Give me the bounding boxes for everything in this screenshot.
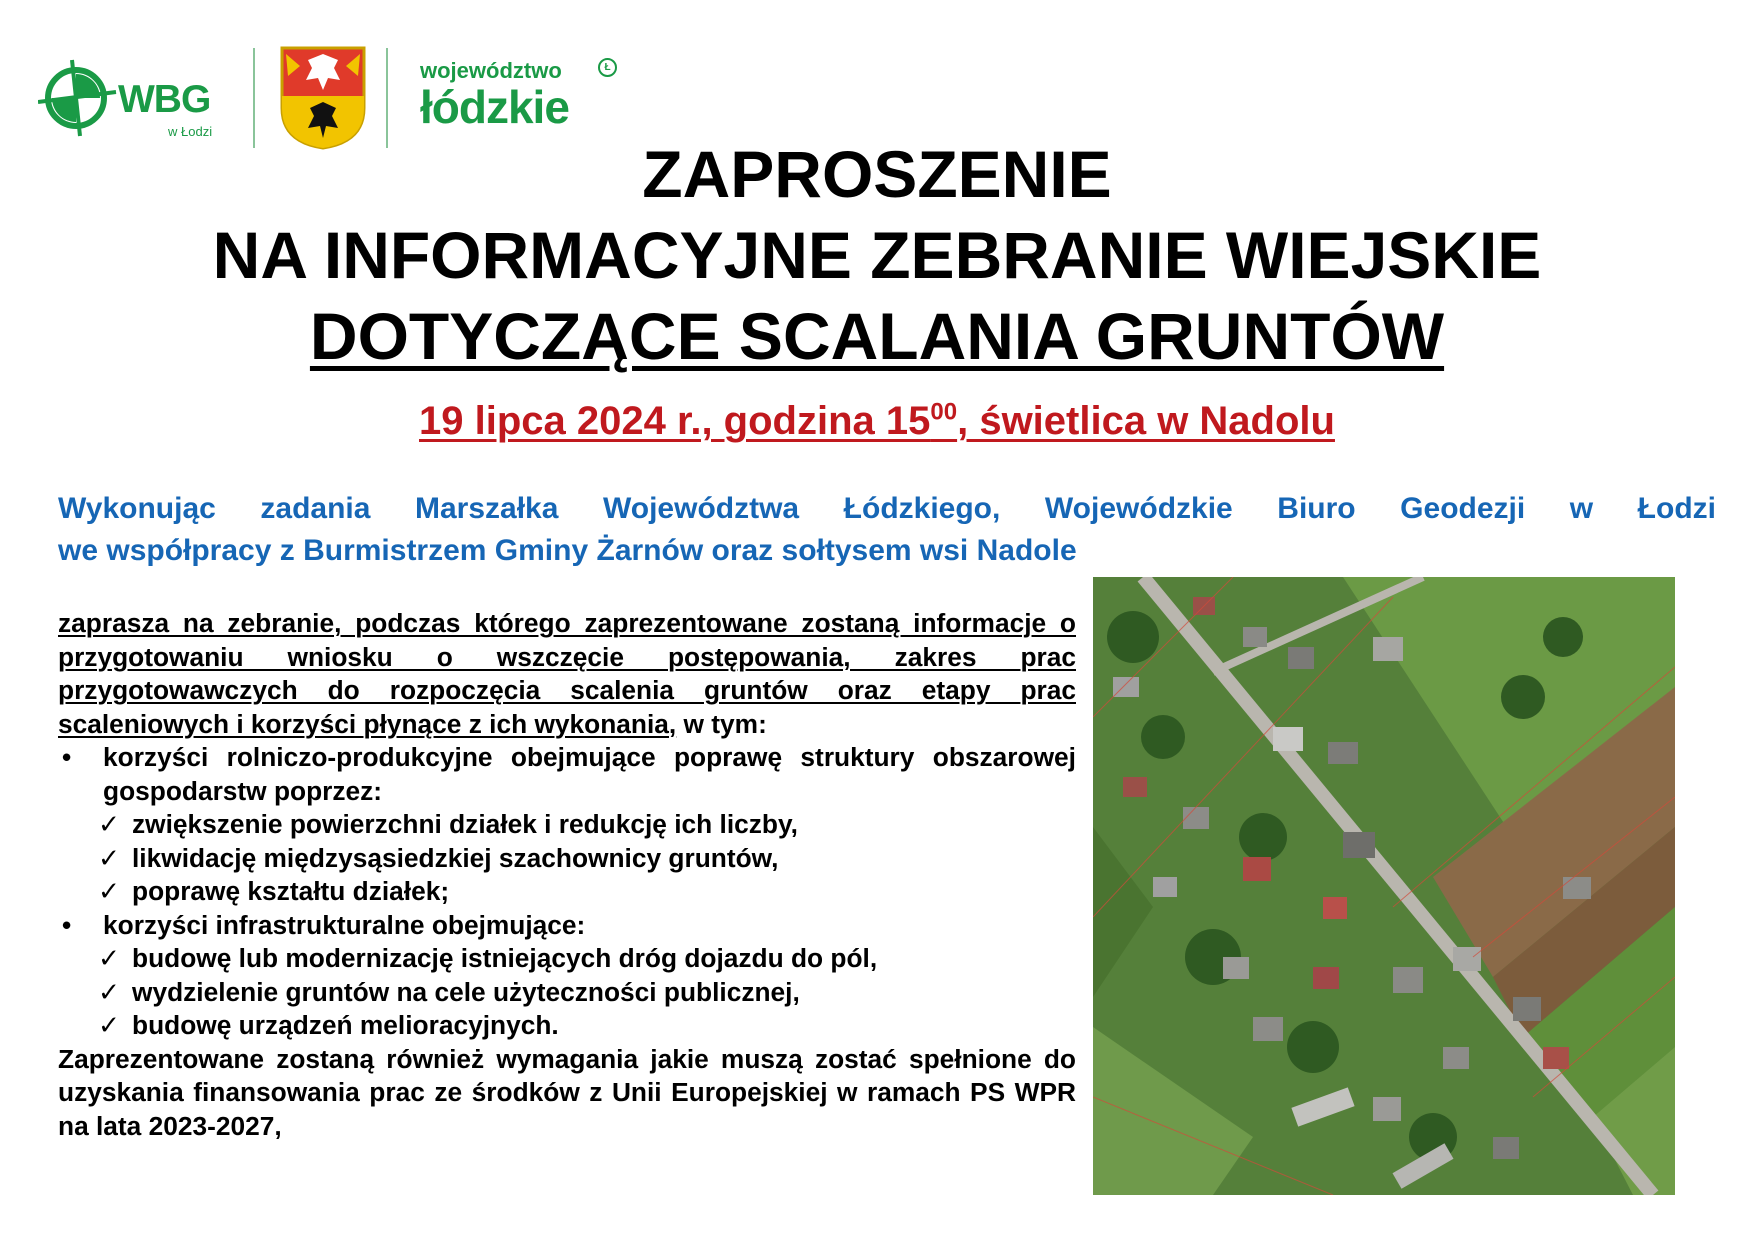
list-item	[58, 842, 1076, 876]
intro-paragraph	[58, 488, 1716, 572]
bullet-icon: •	[62, 909, 72, 940]
check-text: budowę urządzeń melioracyjnych.	[132, 1010, 559, 1040]
body-text	[58, 607, 1076, 1143]
voivodeship-badge: Ł	[598, 58, 617, 77]
checkmark-icon: ✓	[98, 976, 121, 1007]
checkmark-icon: ✓	[98, 943, 121, 973]
aerial-photo	[1093, 577, 1675, 1195]
list-item	[58, 976, 1076, 1010]
title-line-1: ZAPROSZENIE	[642, 137, 1112, 211]
check-text: poprawę kształtu działek;	[132, 876, 450, 906]
voivodeship-big: łódzkie	[420, 81, 569, 133]
wbg-sub: w Łodzi	[168, 124, 213, 139]
coat-of-arms-icon	[280, 46, 366, 150]
check-text: wydzielenie gruntów na cele użyteczności publicznej,	[132, 976, 800, 1007]
wbg-crosshair-icon	[38, 58, 118, 138]
wbg-name: WBG	[118, 78, 211, 121]
bullet-text: korzyści rolniczo-produkcyjne obejmujące poprawę struktury obszarowej gospodarstw poprzez:	[103, 742, 1076, 806]
title-line-2: NA INFORMACYJNE ZEBRANIE WIEJSKIE	[212, 218, 1542, 292]
title-line-3	[0, 298, 1754, 374]
event-date-time: 19 lipca 2024 r., godzina 15	[419, 399, 931, 444]
event-place: , świetlica w Nadolu	[957, 399, 1335, 444]
intro-line-1: Wykonując zadania Marszałka Województwa Łódzkiego, Wojewódzkie Biuro Geodezji w Łodzi	[58, 492, 1716, 525]
checkmark-icon: ✓	[98, 842, 121, 873]
list-item	[58, 875, 1076, 909]
divider	[386, 48, 388, 148]
event-time-minutes: 00	[930, 399, 958, 426]
requirements-paragraph: Zaprezentowane zostaną również wymagania jakie muszą zostać spełnione do uzyskania finansowania prac ze środków z Unii Europejskiej w ramach PS WPR na lata 2023-2027,	[58, 1043, 1076, 1141]
list-item	[58, 1009, 1076, 1043]
checkmark-icon: ✓	[98, 1010, 121, 1040]
intro-line-2: we współpracy z Burmistrzem Gminy Żarnów oraz sołtysem wsi Nadole	[58, 534, 1077, 567]
check-text: budowę lub modernizację istniejących dróg dojazdu do pól,	[132, 943, 878, 973]
event-info-text	[419, 399, 1335, 443]
checkmark-icon: ✓	[98, 876, 121, 906]
invitation-paragraph	[58, 607, 1076, 741]
invitation-tail: w tym:	[676, 708, 767, 739]
check-text: likwidację międzysąsiedzkiej szachownicy gruntów,	[132, 842, 779, 873]
voivodeship-small: województwo	[420, 58, 562, 83]
list-item	[58, 808, 1076, 842]
event-info	[0, 399, 1754, 444]
voivodeship-logo	[420, 58, 611, 134]
divider	[253, 48, 255, 148]
wbg-logo	[38, 58, 228, 138]
checkmark-icon: ✓	[98, 809, 121, 839]
check-text: zwiększenie powierzchni działek i redukcję ich liczby,	[132, 809, 798, 839]
bullet-icon: •	[62, 742, 72, 772]
bullet-text: korzyści infrastrukturalne obejmujące:	[103, 909, 586, 940]
aerial-photo-image	[1093, 577, 1675, 1195]
list-item	[58, 942, 1076, 976]
list-item	[58, 741, 1076, 808]
invitation-underlined: zaprasza na zebranie, podczas którego zaprezentowane zostaną informacje o przygotowaniu wniosku o wszczęcie postępowania, zakres prac przygotowawczych do rozpoczęcia scalenia gruntów oraz etapy prac scaleniowych i korzyści płynące z ich wykonania,	[58, 608, 1076, 739]
list-item	[58, 909, 1076, 943]
title-line-3-text: DOTYCZĄCE SCALANIA GRUNTÓW	[309, 299, 1445, 373]
